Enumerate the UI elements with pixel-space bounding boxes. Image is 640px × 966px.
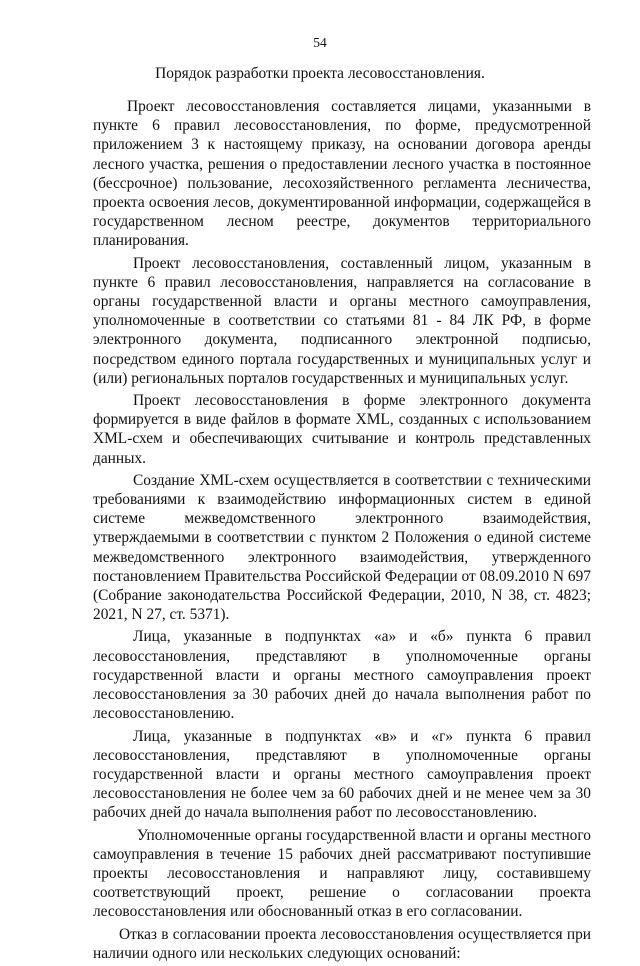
paragraph: Лица, указанные в подпунктах «в» и «г» пункта 6 правил лесовосстановления, представляют в уполномоченные органы государственной власти и органы местного самоуправления проект лесовосстановления не более чем за 60 рабочих дней и не менее чем за 30 рабочих дней до начала выполнения работ по лесовосстановлению. (93, 727, 591, 822)
page-number: 54 (313, 35, 327, 50)
paragraph: Проект лесовосстановления, составленный лицом, указанным в пункте 6 правил лесовосстановления, направляется на согласование в органы государственной власти и органы местного самоуправления, уполномоченные в соответствии со статьями 81 - 84 ЛК РФ, в форме электронного документа, подписанного электронной подписью, посредством единого портала государственных и муниципальных услуг и (или) региональных порталов государственных и муниципальных услуг. (93, 254, 591, 387)
section-title: Порядок разработки проекта лесовосстановления. (155, 65, 485, 82)
paragraph: Лица, указанные в подпунктах «а» и «б» пункта 6 правил лесовосстановления, представляют в уполномоченные органы государственной власти и органы местного самоуправления проект лесовосстановления за 30 рабочих дней до начала выполнения работ по лесовосстановлению. (93, 628, 591, 723)
document-body (93, 97, 591, 966)
paragraph: Проект лесовосстановления в форме электронного документа формируется в виде файлов в формате XML, созданных с использованием XML-схем и обеспечивающих считывание и контроль представленных данных. (93, 392, 591, 467)
paragraph: Отказ в согласовании проекта лесовосстановления осуществляется при наличии одного или нескольких следующих оснований: (93, 925, 591, 962)
paragraph: Проект лесовосстановления составляется лицами, указанными в пункте 6 правил лесовосстановления, по форме, предусмотренной приложением 3 к настоящему приказу, на основании договора аренды лесного участка, решения о предоставлении лесного участка в постоянное (бессрочное) пользование, лесохозяйственного регламента лесничества, проекта освоения лесов, документированной информации, содержащейся в государственном лесном реестре, документов территориального планирования. (93, 98, 591, 250)
paragraph: Уполномоченные органы государственной власти и органы местного самоуправления в течение 15 рабочих дней рассматривают поступившие проекты лесовосстановления и направляют лицу, составившему соответствующий проект, решение о согласовании проекта лесовосстановления или обоснованный отказ в его согласовании. (93, 826, 591, 921)
paragraph: Создание XML-схем осуществляется в соответствии с техническими требованиями к взаимодействию информационных систем в единой системе межведомственного электронного взаимодействия, утверждаемыми в соответствии с пунктом 2 Положения о единой системе межведомственного электронного взаимодействия, утвержденного постановлением Правительства Российской Федерации от 08.09.2010 N 697 (Собрание законодательства Российской Федерации, 2010, N 38, ст. 4823; 2021, N 27, ст. 5371). (93, 471, 591, 624)
